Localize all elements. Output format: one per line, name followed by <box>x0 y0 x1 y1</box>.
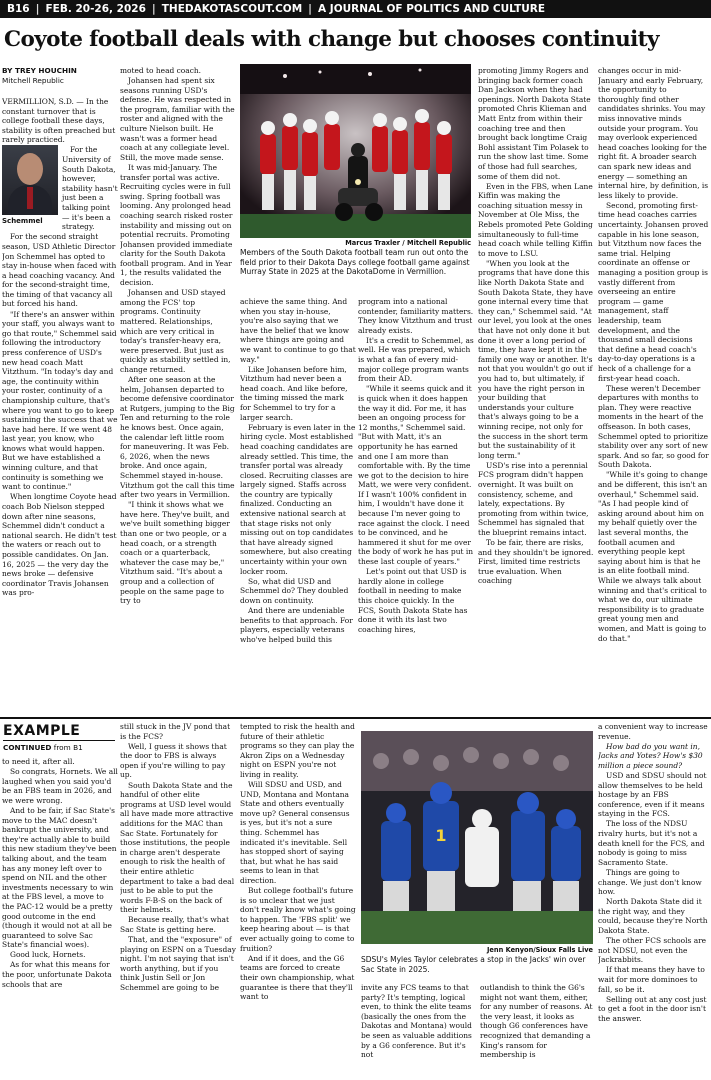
header-separator: | <box>151 3 156 15</box>
article-paragraph: changes occur in mid-January and early February, the opportunity to thoroughly find other candidates shrinks. You may miss innovative minds outside your program. You may overlook experienced head coaches looking for the right fit. A broader search can spark new ideas and energy — something an internal hire, by definition, is less likely to provide. <box>598 66 709 200</box>
article-paragraph: Let's point out that USD is hardly alone in college football in needing to make this choice quickly. In the FCS, South Dakota State has done it with its last two coaching hires, <box>358 567 468 634</box>
section-kicker: EXAMPLE <box>3 723 81 739</box>
article-paragraph: It's a credit to Schemmel, as well. He was prepared, which is what a fan of every mid-major college program wants from their AD. <box>358 335 474 384</box>
article-column-2 <box>120 66 236 717</box>
article-column-4 <box>358 297 474 717</box>
article-paragraph: So congrats, Hornets. We all laughed when you said you'd be an FBS team in 2026, and we were wrong. <box>2 767 118 805</box>
article-column-1 <box>2 97 118 717</box>
example-column-4 <box>361 983 475 1080</box>
byline-outlet: Mitchell Republic <box>2 75 64 85</box>
issue-date: FEB. 20-26, 2026 <box>45 3 146 15</box>
site-name[interactable]: THEDAKOTASCOUT.COM <box>161 3 303 15</box>
article-paragraph: The loss of the NDSU rivalry hurts, but it's not a death knell for the FCS, and nobody is going to miss Sacramento State. <box>598 819 705 867</box>
page-number: B16 <box>7 3 30 15</box>
byline-author: BY TREY HOUCHIN <box>2 66 77 75</box>
article-paragraph: North Dakota State did it the right way, and they could, because they're North Dakota State. <box>598 897 708 935</box>
article-paragraph: When longtime Coyote head coach Bob Nielson stepped down after nine seasons, Schemmel didn't conduct a national search. He didn't test the waters or reach out to possible candidates. On Jan. 16, 2025 — the very day the news broke — defensive coordinator Travis Johansen was pro- <box>2 492 117 598</box>
article-paragraph: These weren't December departures with months to plan. They were reactive moments in the heart of the offseason. In both cases, Schemmel opted to prioritize stability over any sort of new spark. And so far, so good for South Dakota. <box>598 383 709 470</box>
mugshot-caption: Schemmel <box>2 217 43 226</box>
article-column-3 <box>240 297 356 717</box>
section-divider <box>0 717 711 719</box>
article-paragraph: It was mid-January. The transfer portal was active. Recruiting cycles were in full swing. Spring football was looming. Any prolonged head coaching search risked roster instability and missing out on potential recruits. Promoting Johansen provided immediate clarity for the South Dakota football program. And in Year 1, the results validated the decision. <box>120 162 233 288</box>
article-paragraph: Well, I guess it shows that the door to FBS is always open if you're willing to pay up. <box>120 741 227 780</box>
photo-credit: Marcus Traxler / Mitchell Republic <box>345 239 471 247</box>
article-paragraph: South Dakota State and the handful of other elite programs at USD level would all have made more attractive additions for the MAC than Sac State. Fortunately for those institutions, the people in charge aren't desperate enough to risk the health of their entire athletic department to take a bad deal just to be able to put the words F-B-S on the back of their helmets. <box>120 780 235 915</box>
article-paragraph: Johansen had spent six seasons running USD's defense. He was respected in the program, familiar with the roster and aligned with the culture Nielson built. He wasn't was a former head coach at any collegiate level. Still, the move made sense. <box>120 76 235 162</box>
sdsu-player-photo <box>361 731 593 944</box>
football-team-photo <box>240 64 471 238</box>
article-paragraph: That, and the "exposure" of playing on ESPN on a Tuesday night. I'm not saying that isn't worth anything, but if you think Justin Sell or Jon Schemmel are going to be <box>120 935 236 993</box>
continued-label: CONTINUED <box>3 743 52 752</box>
article-paragraph: To be fair, there are risks, and they shouldn't be ignored. First, limited time restricts true evaluation. When coaching <box>478 538 594 586</box>
article-paragraph: If that means they have to wait for more dominoes to fall, so be it. <box>598 965 705 994</box>
article-paragraph: After one season at the helm, Johansen departed to become defensive coordinator at Rutgers, jumping to the Big Ten and returning to the role he knows best. Once again, the calendar left little room for maneuvering. It was Feb. 6, 2026, when the news broke. And once again, Schemmel stayed in-house. Vitzthum got the call this time after two years in Vermillion. <box>120 375 235 500</box>
article-paragraph: For the second straight season, USD Athletic Director Jon Schemmel has opted to stay in-house when faced with a head coaching vacancy. And for the second-straight time, the timing of that vacancy all but forced his hand. <box>2 232 117 309</box>
article-paragraph: tempted to risk the health and future of their athletic programs so they can play the Akron Zips on a Wednesday night on ESPN you're not living in reality. <box>240 722 355 779</box>
article-paragraph: outlandish to think the G6's might not want them, either, for any number of reasons. At the very least, it looks as though G6 conferences have recognized that demanding a King's ransom for membership is <box>480 983 593 1060</box>
article-paragraph: to need it, after all. <box>2 757 75 766</box>
article-column-5 <box>478 66 594 717</box>
header-separator: | <box>308 3 312 15</box>
article-paragraph-italic: How bad do you want in, Jacks and Yotes? How's $30 million a piece sound? <box>598 741 703 770</box>
continued-line <box>3 743 119 752</box>
article-paragraph: Good luck, Hornets. <box>10 950 86 960</box>
headline: Coyote football deals with change but chooses continuity <box>4 27 659 52</box>
article-paragraph: Because really, that's what Sac State is getting here. <box>120 915 229 934</box>
example-column-6 <box>598 722 709 1080</box>
article-paragraph: achieve the same thing. And when you stay in-house, you're also saying that we have the belief that we know where things are going and we want to continue to go that way." <box>240 297 356 364</box>
continued-from: from B1 <box>53 743 83 752</box>
article-paragraph: Like Johansen before him, Vitzthum had never been a head coach. And like before, the timing missed the mark for Schemmel to try for a larger search. <box>240 364 348 422</box>
photo-credit: Jenn Kenyon/Sioux Falls Live <box>486 946 593 954</box>
article-paragraph: Even in the FBS, when Lane Kiffin was making the coaching situation messy in November at Ole Miss, the Rebels promoted Pete Golding simultaneously to full-time head coach while telling Kiffin to move to LSU. <box>478 181 593 258</box>
article-paragraph: a convenient way to increase revenue. <box>598 722 708 741</box>
svg-text:1: 1 <box>435 826 447 845</box>
article-paragraph: still stuck in the JV pond that is the FCS? <box>120 722 231 741</box>
article-paragraph: But college football's future is so unclear that we just don't really know what's going to happen. The 'FBS split' we keep hearing about — is that ever actually going to come to fruition? <box>240 886 356 953</box>
article-paragraph: Second, promoting first-time head coaches carries uncertainty. Johansen proved capable in his lone season, but Vitzthum now faces the same trial. Helping coordinate an offense or managing a position group is vastly different from overseeing an entire program — game management, staff leadership, team development, and the thousand small decisions that define a head coach's day-to-day operations is a heck of a challenge for a first-year head coach. <box>598 200 709 383</box>
byline <box>2 66 118 85</box>
article-paragraph: USD's rise into a perennial FCS program didn't happen overnight. It was built on consistency, scheme, and lately, expectations. By promoting from within twice, Schemmel has signaled that the blueprint remains intact. <box>478 460 589 537</box>
article-paragraph: promoting Jimmy Rogers and bringing back former coach Dan Jackson when they had openings. North Dakota State promoted Chris Klieman and Matt Entz from within their coaching tree and then brought back longtime Craig Bohl assistant Tim Polasek to run the show last time. Some of those had full searches, some of them did not. <box>478 66 591 181</box>
article-paragraph: "While it seems quick and it is quick when it does happen the way it did. For me, it has been an ongoing process for 12 months," Schemmel said. "But with Matt, it's an opportunity he has earned and one I am more than comfortable with. By the time we got to the decision to hire Matt, we were very confident. If I wasn't 100% confident in him, I wouldn't have done it because I'm never going to race against the clock. I need to be convinced, and he hammered it shut for me over the body of work he has put in these last couple of years." <box>358 384 474 567</box>
kicker-rule <box>3 740 115 741</box>
football-team-illustration <box>240 64 471 238</box>
article-paragraph: February is even later in the hiring cycle. Most established head coaching candidates are already settled. This time, the transfer portal was already closed. Recruiting classes are largely signed. Staffs across the country are typically finalized. Conducting an extensive national search at that stage risks not only missing out on top candidates that have already signed somewhere, but also creating uncertainty within your own locker room. <box>240 422 356 576</box>
article-paragraph: And if it does, and the G6 teams are forced to create their own championship, what guarantee is there that they'll want to <box>240 953 355 1002</box>
article-paragraph: "When you look at the programs that have done this like North Dakota State and South Dakota State, they have gone internal every time that they can," Schemmel said. "At our level, you look at the ones that have not only done it but done it over a long period of time, they have kept it in the family one way or another. It's not that you wouldn't go out if you had to, but ultimately, if you have the right person in your building that understands your culture that's always going to be a winning recipe, not only for the success in the short term but the sustainability of it long term." <box>478 258 593 460</box>
article-paragraph: And there are undeniable benefits to that approach. For players, especially veterans who've helped build this <box>240 606 353 644</box>
photo-caption: SDSU's Myles Taylor celebrates a stop in the Jacks' win over Sac State in 2025. <box>361 955 586 974</box>
article-paragraph: Selling out at any cost just to get a foot in the door isn't the answer. <box>598 994 707 1023</box>
article-paragraph: invite any FCS teams to that party? It's tempting, logical even, to think the elite teams (basically the ones from the Dakotas and Montana) would be seen as valuable additions by a G6 conference. But it's not <box>361 983 472 1060</box>
article-paragraph: program into a national contender, familiarity matters. They know Vitzthum and trust already exists. <box>358 297 474 335</box>
tagline: A JOURNAL OF POLITICS AND CULTURE <box>318 3 546 15</box>
photo-caption: Members of the South Dakota football team run out onto the field prior to their Dakota Days college football game against Murray State in 2025 at the DakotaDome in Vermillion. <box>240 248 470 277</box>
article-paragraph: The other FCS schools are not NDSU, not even the Jackrabbits. <box>598 936 707 965</box>
celebration-illustration <box>361 731 593 944</box>
article-paragraph: "I think it shows what we have here. They've built, and we've built something bigger than one or two people, or a head coach, or a strength coach or a quarterback, whatever the case may be," Vitzthum said. "It's about a group and a collection of people on the same page to try to <box>120 500 230 606</box>
example-column-1 <box>2 757 118 1080</box>
article-paragraph: Johansen and USD stayed among the FCS' top programs. Continuity mattered. Relationships, which are very critical in today's transfer-heavy era, were preserved. But just as quickly as stability settled in, change returned. <box>120 288 231 374</box>
page-header <box>0 0 711 18</box>
article-paragraph: "If there's an answer within your staff, you always want to go that route," Schemmel said following the introductory press conference of USD's new head coach Matt Vitzthum. "In today's day and age, the continuity within your roster, continuity of a championship culture, that's where you want to go to keep sustaining the success that we have had here. If we went 48 last year, you know, who knows what would happen. But we have established a winning culture, and that continuity is something we want to continue." <box>2 309 118 492</box>
example-column-3 <box>240 722 356 1080</box>
example-column-5 <box>480 983 594 1080</box>
article-paragraph: VERMILLION, S.D. — In the constant turnover that is college football these days, stability is often preached but rarely practiced. <box>2 97 116 145</box>
article-paragraph: For the University of South Dakota, however, stability hasn't just been a talking point — it's been a strategy. <box>62 145 118 232</box>
article-paragraph: As for what this means for the poor, unfortunate Dakota schools that are <box>2 960 112 989</box>
article-column-6 <box>598 66 709 717</box>
article-paragraph: Will SDSU and USD, and UND, Montana and Montana State and others eventually move up? General consensus is yes, but it's not a sure thing. Schemmel has indicated it's inevitable. Sell has stopped short of saying that, but what he has said seems to lean in that direction. <box>240 780 350 885</box>
article-paragraph: USD and SDSU should not allow themselves to be held hostage by an FBS conference, even if it means staying in the FCS. <box>598 770 707 819</box>
article-paragraph: So, what did USD and Schemmel do? They doubled down on continuity. <box>240 576 349 605</box>
mugshot-photo <box>2 145 58 215</box>
article-paragraph: moted to head coach. <box>120 66 202 75</box>
example-column-2 <box>120 722 236 1080</box>
article-paragraph: "While it's going to change and be different, this isn't an overhaul," Schemmel said. "As I had people kind of asking around about him on my behalf quietly over the last several months, the football acumen and everything people kept saying about him is that he is an elite football mind. While we always talk about winning and that's critical to what we do, our ultimate responsibility is to graduate great young men and women, and Matt is going to do that." <box>598 470 708 643</box>
article-paragraph: Things are going to change. We just don't know how. <box>598 867 702 897</box>
article-paragraph: And to be fair, if Sac State's move to the MAC doesn't bankrupt the university, and they're actually able to build this new stadium they've been talking about, and the team has any money left over to spend on NIL and the other investments necessary to win at the FBS level, a move to the PAC-12 would be a pretty good outcome in the end (though it would not at all be guaranteed to solve Sac State's financial woes). <box>2 805 117 950</box>
header-separator: | <box>35 3 40 15</box>
